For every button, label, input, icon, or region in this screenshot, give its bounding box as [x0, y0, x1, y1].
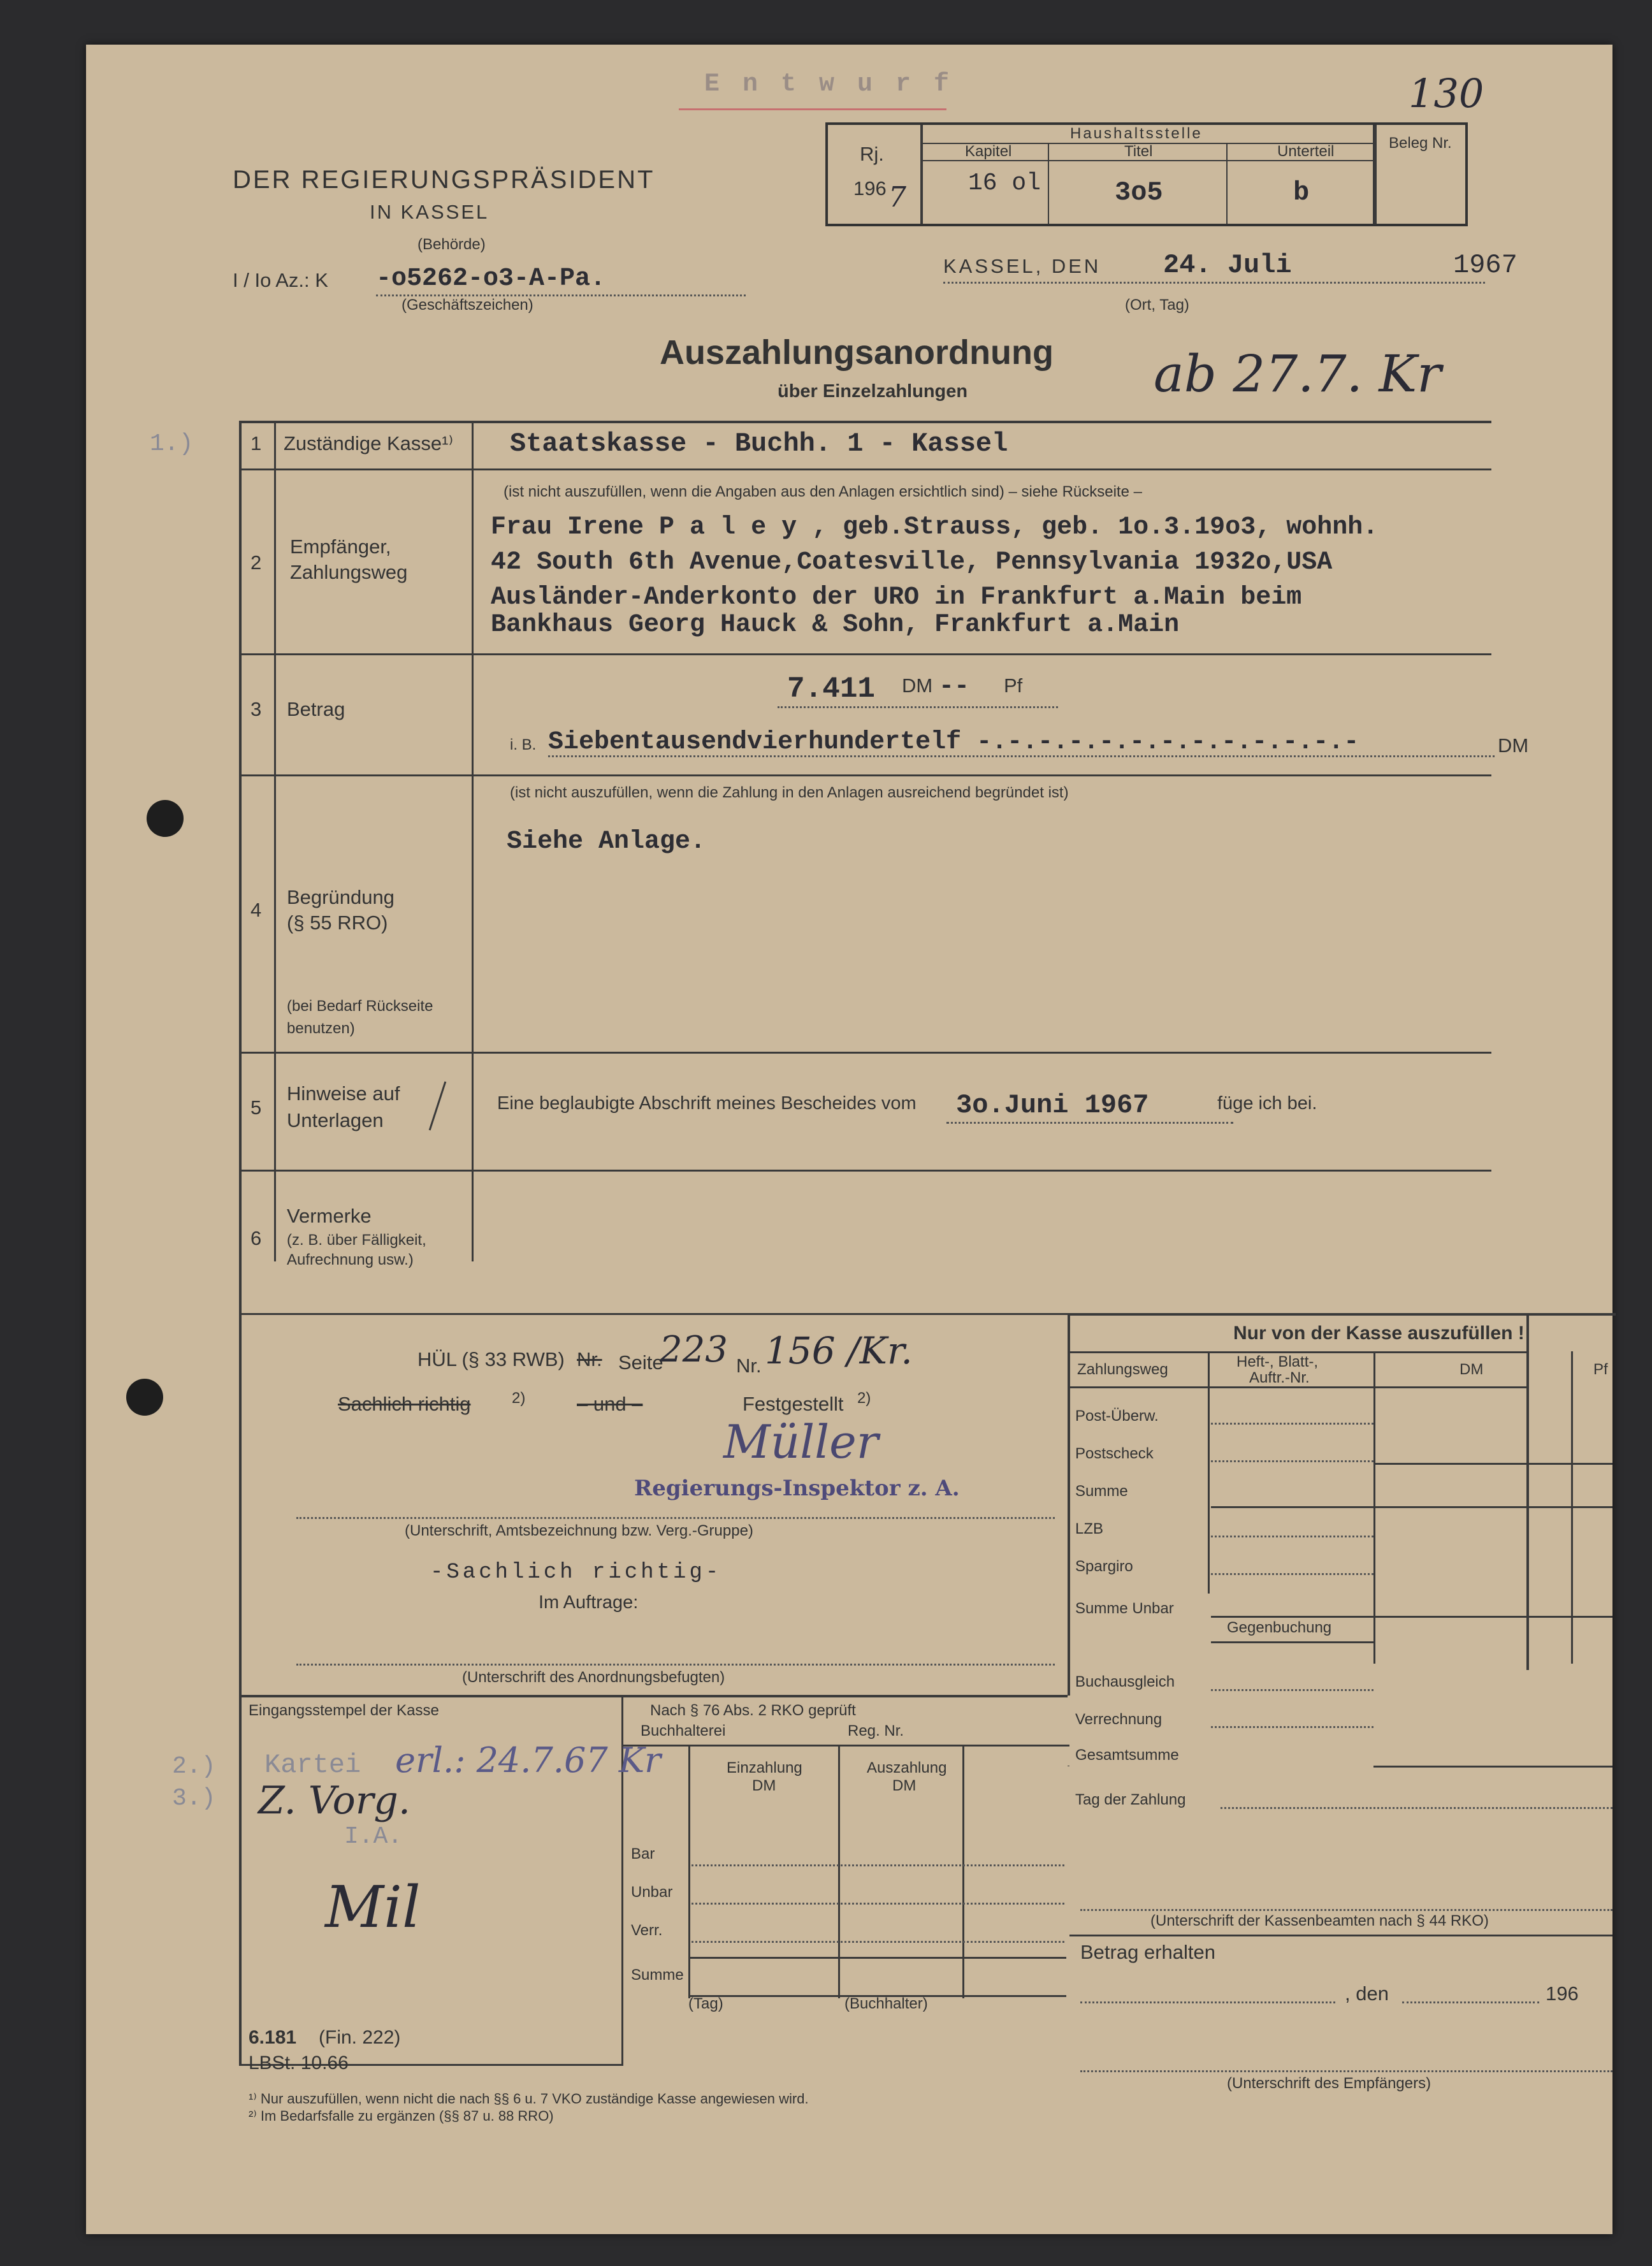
rj-year-prefix: 196	[853, 177, 887, 200]
punch-hole-bottom	[126, 1379, 163, 1416]
table-left-line	[239, 423, 242, 1695]
row4-hint1: (bei Bedarf Rückseite	[287, 998, 433, 1015]
row5-slash	[429, 1081, 447, 1130]
signature-handwritten: Müller	[723, 1415, 879, 1469]
ort-tag-label: (Ort, Tag)	[1125, 296, 1189, 314]
kapitel-label: Kapitel	[965, 143, 1012, 160]
anordnungsbefugter-label: (Unterschrift des Anordnungsbefugten)	[462, 1669, 725, 1686]
row2-label1: Empfänger,	[290, 535, 391, 558]
und-struck: – und –	[577, 1393, 643, 1415]
row1-number: 1	[250, 432, 262, 454]
authority-line1: DER REGIERUNGSPRÄSIDENT	[233, 166, 655, 194]
kasse-item-5: Summe Unbar	[1075, 1600, 1174, 1617]
row3-dm: DM	[902, 674, 933, 697]
behoerde-label: (Behörde)	[417, 236, 486, 253]
form-fin: (Fin. 222)	[319, 2027, 401, 2048]
row2-line4: Bankhaus Georg Hauck & Sohn, Frankfurt a.Main	[491, 611, 1180, 639]
row3-dm2: DM	[1498, 734, 1529, 757]
date-day-month: 24. Juli	[1163, 250, 1292, 280]
page-number-handwritten: 130	[1409, 70, 1484, 117]
kassenbeamten-label: (Unterschrift der Kassenbeamten nach § 44 RKO)	[1150, 1912, 1489, 1929]
festgestellt-label: Festgestellt	[743, 1393, 844, 1415]
verr-label: Verr.	[631, 1922, 663, 1939]
row5-text1: Eine beglaubigte Abschrift meines Bescheides vom	[497, 1093, 917, 1114]
nr-handwritten: 156 /Kr.	[765, 1329, 913, 1372]
rj-year-suffix: 7	[888, 181, 906, 214]
row4-label2: (§ 55 RRO)	[287, 911, 388, 934]
row4-label1: Begründung	[287, 886, 395, 908]
row2-number: 2	[250, 551, 262, 574]
entwurf-heading: E n t w u r f	[704, 70, 953, 99]
tag-label: (Tag)	[688, 1995, 723, 2012]
left-signature: Mil	[325, 1874, 421, 1941]
row3-label: Betrag	[287, 698, 345, 720]
auszahlung-label: Auszahlung	[867, 1759, 947, 1776]
row2-line3: Ausländer-Anderkonto der URO in Frankfurt a.Main beim	[491, 583, 1302, 612]
row1-label: Zuständige Kasse¹⁾	[284, 432, 454, 454]
kasse-item-3: LZB	[1075, 1520, 1104, 1537]
auszahlung-dm: DM	[892, 1777, 917, 1794]
col-dm: DM	[1460, 1361, 1484, 1378]
ia-label: I.A.	[344, 1823, 403, 1850]
row3-words-line	[548, 755, 1495, 757]
stamp-box-top-line	[239, 1695, 1068, 1697]
erhalten-den: , den	[1345, 1982, 1389, 2005]
row1-value: Staatskasse - Buchh. 1 - Kassel	[510, 428, 1008, 459]
row6-label3: Aufrechnung usw.)	[287, 1251, 414, 1268]
row5-date: 3o.Juni 1967	[956, 1090, 1149, 1121]
kasse-item2-0: Buchausgleich	[1075, 1673, 1175, 1690]
unterteil-value: b	[1293, 177, 1310, 208]
kasse-item-1: Postscheck	[1075, 1445, 1154, 1462]
buchhalter-label: (Buchhalter)	[844, 1995, 928, 2012]
punch-hole-top	[147, 800, 184, 837]
row4-number: 4	[250, 899, 262, 921]
erhalten-year: 196	[1546, 1982, 1579, 2005]
tag-der-zahlung: Tag der Zahlung	[1075, 1791, 1186, 1808]
kapitel-value: 16 ol	[968, 170, 1041, 197]
entwurf-underline	[679, 108, 946, 110]
table-top-line	[239, 421, 1491, 423]
kasse-item-4: Spargiro	[1075, 1558, 1133, 1575]
geschaeftszeichen-label: (Geschäftszeichen)	[402, 296, 533, 314]
hul-nr: Nr.	[577, 1348, 602, 1370]
bar-label: Bar	[631, 1845, 655, 1863]
budget-box	[825, 122, 1468, 226]
seite-label: Seite	[618, 1351, 663, 1374]
rj-label: Rj.	[860, 143, 884, 165]
place-city: KASSEL, DEN	[943, 255, 1101, 277]
kasse-box-title: Nur von der Kasse auszufüllen !	[1233, 1323, 1525, 1344]
betrag-erhalten: Betrag erhalten	[1080, 1941, 1215, 1963]
titel-label: Titel	[1124, 143, 1153, 160]
sachlich-richtig-typed: -Sachlich richtig-	[430, 1560, 722, 1585]
row6-label1: Vermerke	[287, 1205, 372, 1227]
row6-label2: (z. B. über Fälligkeit,	[287, 1231, 426, 1249]
document-subtitle: über Einzelzahlungen	[778, 381, 968, 402]
row2-line1: Frau Irene P a l e y , geb.Strauss, geb. 1o.3.19o3, wohnh.	[491, 513, 1379, 542]
row5-number: 5	[250, 1096, 262, 1119]
row3-dash: --	[939, 672, 970, 701]
row3-number: 3	[250, 698, 262, 720]
row5-text2: füge ich bei.	[1217, 1093, 1317, 1114]
signature-line-2	[296, 1664, 1055, 1666]
row6-number: 6	[250, 1227, 262, 1249]
nach76-label: Nach § 76 Abs. 2 RKO geprüft	[650, 1702, 856, 1719]
regnr-label: Reg. Nr.	[848, 1722, 904, 1739]
row2-label2: Zahlungsweg	[290, 561, 408, 583]
row5-date-line	[946, 1122, 1233, 1124]
row2-note: (ist nicht auszufüllen, wenn die Angaben aus den Anlagen ersichtlich sind) – siehe Rückseite –	[504, 483, 1142, 500]
empfaenger-label: (Unterschrift des Empfängers)	[1227, 2075, 1431, 2092]
authority-line2: IN KASSEL	[370, 201, 489, 223]
hul-label: HÜL (§ 33 RWB)	[417, 1348, 565, 1370]
eingangsstempel-label: Eingangsstempel der Kasse	[249, 1702, 439, 1719]
kasse-item2-1: Verrechnung	[1075, 1711, 1163, 1728]
unterschrift-label: (Unterschrift, Amtsbezeichnung bzw. Verg.-Gruppe)	[405, 1522, 753, 1539]
kasse-box	[982, 1313, 1608, 1966]
kasse-item2-2: Gesamtsumme	[1075, 1747, 1179, 1764]
einzahlung-label: Einzahlung	[727, 1759, 802, 1776]
handwritten-mark: ab 27.7. Kr	[1154, 344, 1442, 403]
col-pf: Pf	[1593, 1361, 1608, 1378]
document-title: Auszahlungsanordnung	[660, 333, 1054, 372]
z-vorg-handwritten: Z. Vorg.	[258, 1778, 410, 1823]
row4-value: Siehe Anlage.	[507, 827, 706, 856]
gegenbuchung-label: Gegenbuchung	[1227, 1619, 1332, 1636]
date-dotted-line	[943, 282, 1485, 284]
row5-label2: Unterlagen	[287, 1109, 384, 1131]
kasse-item-0: Post-Überw.	[1075, 1407, 1159, 1425]
footnote-ref-2b: 2)	[857, 1390, 871, 1407]
row2-line2: 42 South 6th Avenue,Coatesville, Pennsylvania 1932o,USA	[491, 548, 1333, 577]
form-lbst: LBSt. 10.66	[249, 2052, 349, 2074]
summe-label: Summe	[631, 1966, 684, 1984]
row4-note: (ist nicht auszufüllen, wenn die Zahlung in den Anlagen ausreichend begründet ist)	[510, 784, 1069, 801]
nr-label: Nr.	[736, 1355, 762, 1377]
buchhalterei-label: Buchhalterei	[641, 1722, 726, 1739]
date-year: 1967	[1453, 250, 1518, 280]
footnote-ref-2a: 2)	[512, 1390, 526, 1407]
haushaltsstelle-label: Haushaltsstelle	[1070, 125, 1203, 142]
row3-ib: i. B.	[510, 736, 537, 753]
col-heft1: Heft-, Blatt-,	[1236, 1353, 1319, 1370]
footnote-2: ²⁾ Im Bedarfsfalle zu ergänzen (§§ 87 u. 88 RRO)	[249, 2108, 554, 2124]
kasse-item-2: Summe	[1075, 1483, 1128, 1500]
footnote-1: ¹⁾ Nur auszufüllen, wenn nicht die nach §§ 6 u. 7 VKO zuständige Kasse angewiesen wird.	[249, 2091, 809, 2107]
row3-pf: Pf	[1004, 674, 1023, 697]
row4-hint2: benutzen)	[287, 1020, 355, 1037]
form-number: 6.181	[249, 2027, 297, 2048]
left-marker-3: 3.)	[172, 1785, 216, 1812]
col-heft2: Auftr.-Nr.	[1249, 1369, 1310, 1386]
kartei-erledigt: erl.: 24.7.67 Kr	[395, 1740, 661, 1780]
kartei-label: Kartei	[264, 1750, 361, 1780]
document-page	[86, 45, 1612, 2234]
einzahlung-dm: DM	[752, 1777, 776, 1794]
im-auftrage: Im Auftrage:	[539, 1592, 639, 1613]
row3-amount-line	[778, 706, 1058, 708]
unterteil-label: Unterteil	[1277, 143, 1335, 160]
row3-amount: 7.411	[787, 672, 876, 706]
left-marker-1: 1.)	[150, 430, 194, 458]
signature-line-1	[296, 1517, 1055, 1519]
left-marker-2: 2.)	[172, 1753, 216, 1780]
col-zahlungsweg: Zahlungsweg	[1077, 1361, 1168, 1378]
kasse-top-line	[1068, 1313, 1616, 1316]
az-value: -o5262-o3-A-Pa.	[376, 265, 606, 293]
seite-handwritten: 223	[660, 1329, 728, 1370]
unbar-label: Unbar	[631, 1884, 673, 1901]
sachlich-richtig-struck: Sachlich richtig	[338, 1393, 471, 1415]
beleg-label: Beleg Nr.	[1389, 134, 1452, 152]
titel-value: 3o5	[1115, 177, 1163, 208]
inspector-stamp: Regierungs-Inspektor z. A.	[634, 1476, 960, 1501]
az-prefix: I / Io Az.: K	[233, 269, 328, 291]
row5-label1: Hinweise auf	[287, 1082, 400, 1105]
row3-words: Siebentausendvierhundertelf -.-.-.-.-.-.-.-.-.-.-.-.-	[548, 728, 1359, 757]
